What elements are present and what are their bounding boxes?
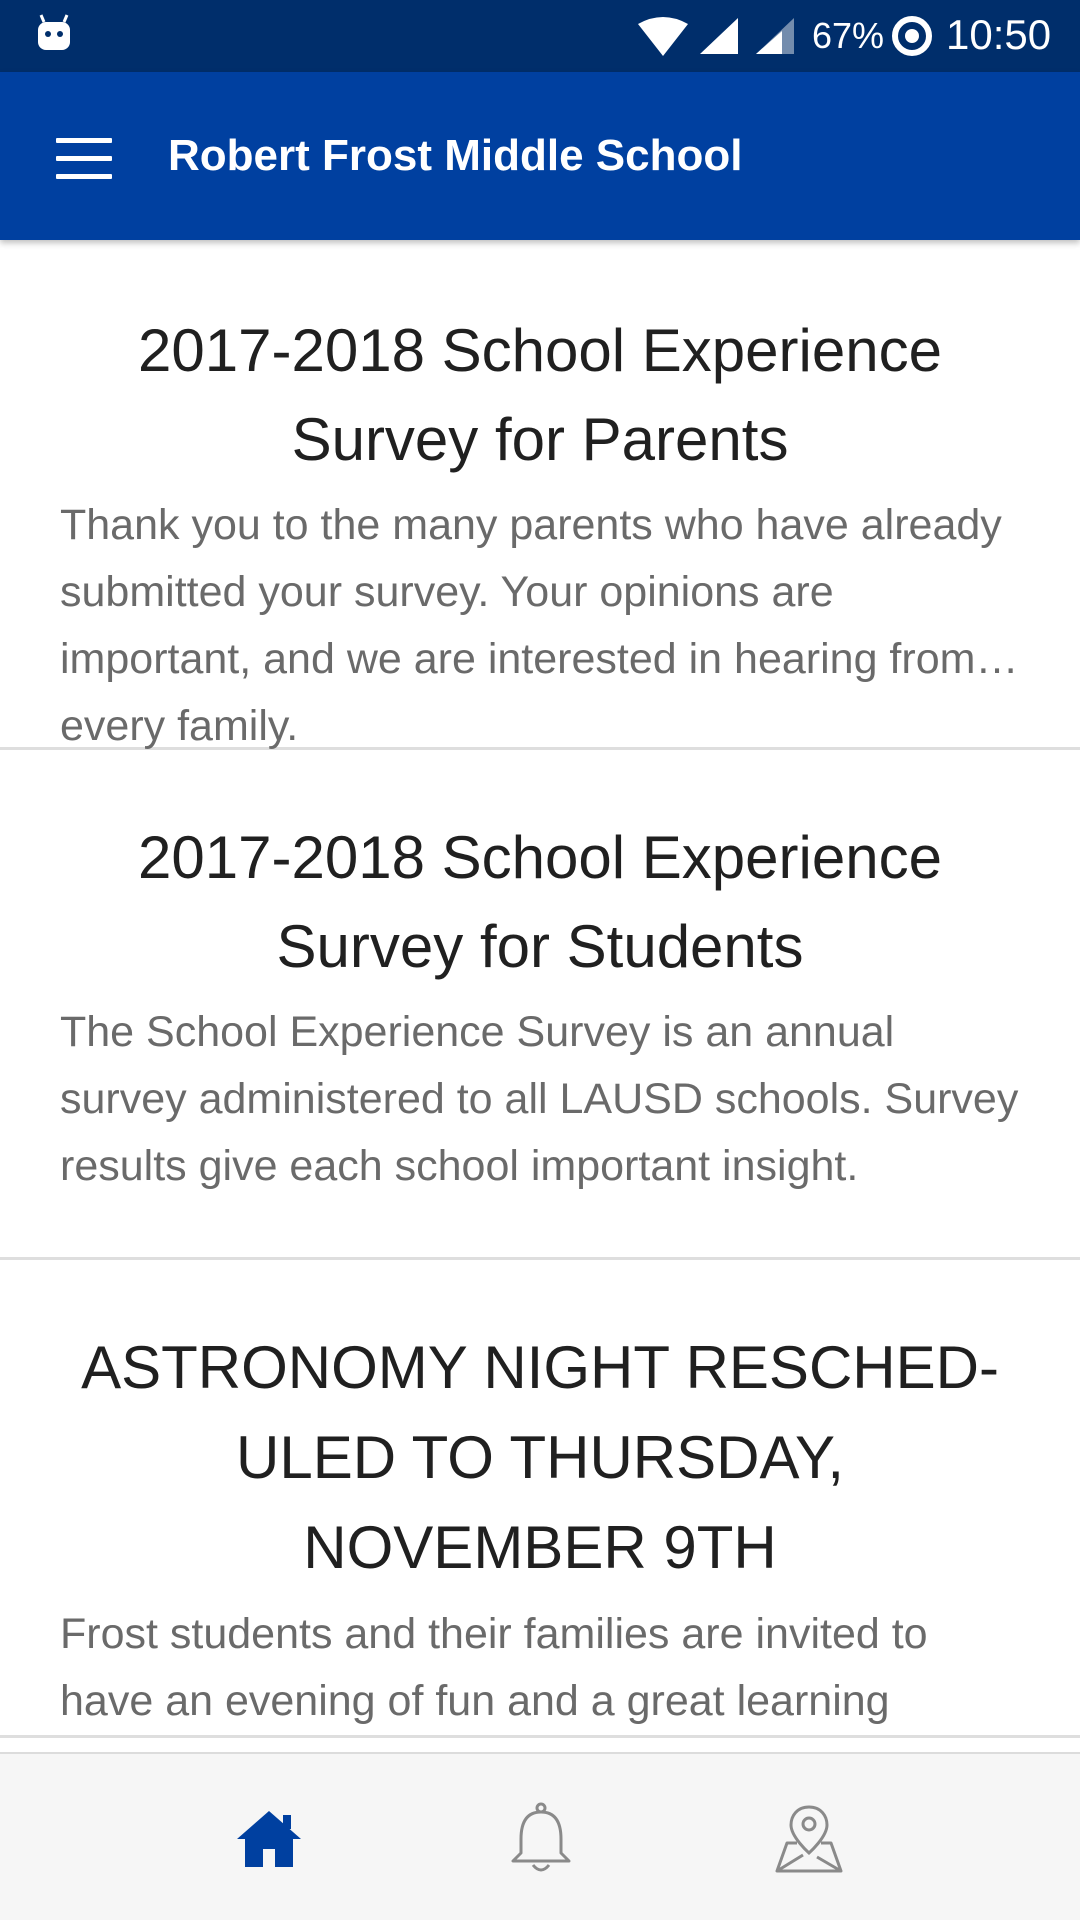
page-title: Robert Frost Middle School xyxy=(168,131,743,180)
hamburger-icon-line xyxy=(56,156,112,161)
article-card[interactable] xyxy=(0,750,1080,1260)
map-pin-icon xyxy=(773,1803,845,1875)
article-title: 2017-2018 School Experience Survey for Students xyxy=(138,824,942,980)
article-title: ASTRONOMY NIGHT RESCHED-ULED TO THURSDAY, NOVEMBER 9TH xyxy=(81,1334,999,1581)
menu-button[interactable] xyxy=(40,116,124,196)
home-icon xyxy=(233,1807,305,1871)
hamburger-icon-line xyxy=(56,174,112,179)
wifi-icon xyxy=(636,16,690,58)
nav-home-button[interactable] xyxy=(224,1794,314,1884)
nav-notifications-button[interactable] xyxy=(496,1794,586,1884)
status-bar xyxy=(0,0,1080,72)
article-card[interactable] xyxy=(0,1260,1080,1738)
bottom-navigation xyxy=(0,1752,1080,1920)
article-card[interactable] xyxy=(0,240,1080,750)
news-feed[interactable] xyxy=(0,240,1080,1752)
article-excerpt: Thank you to the many parents who have already submitted your survey. Your opinions are important, and we are interested in hearing from every family. xyxy=(60,501,1002,750)
cell-signal-icon xyxy=(696,16,740,56)
article-excerpt: Frost students and their families are invited to have an evening of fun and a great learning xyxy=(60,1610,928,1725)
article-excerpt: The School Experience Survey is an annual survey administered to all LAUSD schools. Survey results give each school important insight. xyxy=(60,1008,1019,1190)
hamburger-icon-line xyxy=(56,138,112,143)
cell-signal-icon-secondary xyxy=(752,16,796,56)
android-notification-icon xyxy=(36,14,72,54)
battery-saver-icon xyxy=(890,14,934,58)
article-title: 2017-2018 School Experience Survey for Parents xyxy=(138,317,942,473)
clock: 10:50 xyxy=(946,11,1052,58)
nav-map-button[interactable] xyxy=(764,1794,854,1884)
battery-percentage: 67% xyxy=(812,15,885,56)
bell-icon xyxy=(509,1801,573,1877)
app-bar xyxy=(0,72,1080,240)
